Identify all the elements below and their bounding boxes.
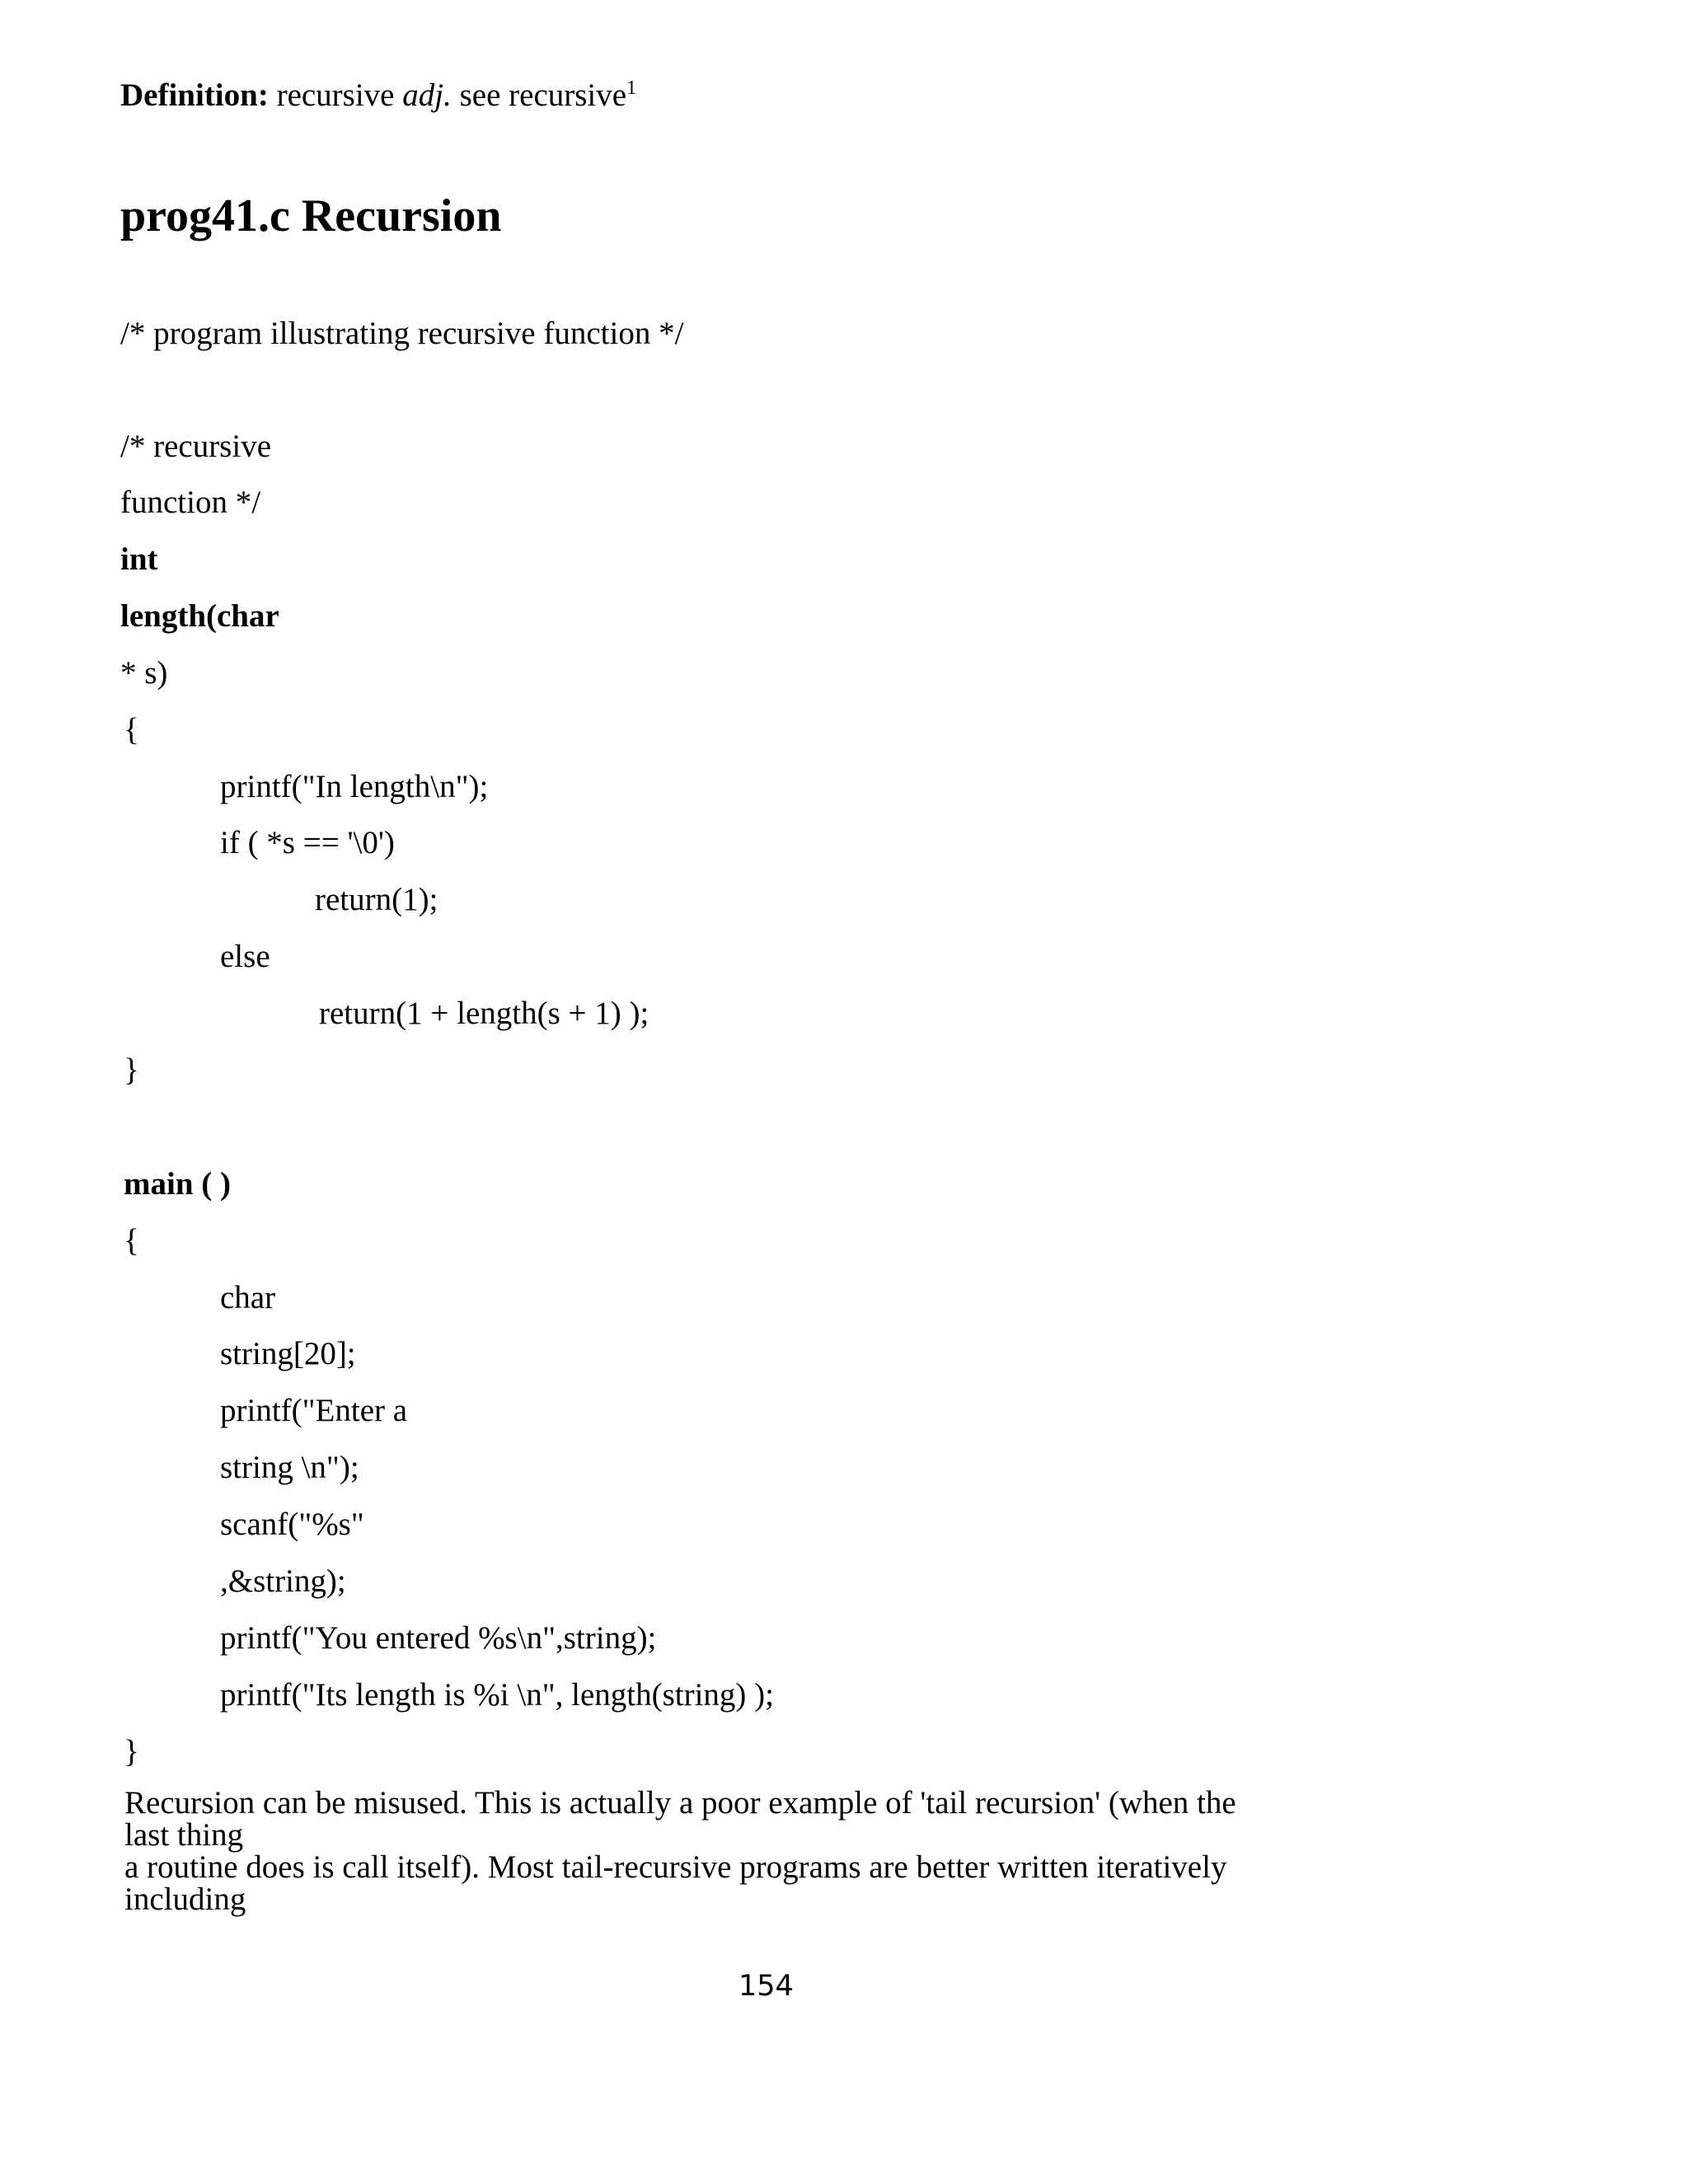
footnote-mark: 1	[626, 77, 637, 99]
definition-text: see recursive	[459, 77, 627, 113]
code-brace: {	[124, 1223, 139, 1258]
code-line: if ( *s == '\0')	[220, 825, 395, 860]
definition-label: Definition:	[120, 77, 269, 113]
code-brace: }	[124, 1734, 139, 1769]
paragraph-line: including	[124, 1882, 246, 1917]
code-keyword-line: int	[120, 541, 158, 577]
code-keyword-line: length(char	[120, 598, 279, 634]
paragraph-line: Recursion can be misused. This is actually a poor example of 'tail recursion' (when the	[124, 1785, 1236, 1821]
code-line: * s)	[120, 655, 168, 691]
code-line: string \n");	[220, 1450, 359, 1485]
paragraph-line: last thing	[124, 1817, 244, 1853]
code-comment: /* program illustrating recursive function */	[120, 316, 684, 351]
code-line: return(1);	[315, 882, 438, 917]
code-line: /* recursive	[120, 429, 272, 464]
code-line: scanf("%s"	[220, 1507, 364, 1542]
paragraph-line: a routine does is call itself). Most tail-recursive programs are better written iteratively	[124, 1849, 1227, 1885]
code-line: printf("In length\n");	[220, 769, 489, 804]
code-line: printf("You entered %s\n",string);	[220, 1620, 657, 1656]
code-line: printf("Enter a	[220, 1393, 408, 1428]
code-keyword-line: main ( )	[124, 1166, 231, 1202]
definition-line	[120, 79, 636, 111]
code-line: else	[220, 939, 270, 974]
page-number: 154	[738, 1970, 794, 2003]
code-line: ,&string);	[220, 1563, 346, 1599]
body-paragraph	[124, 1787, 1311, 1915]
code-line: char	[220, 1280, 276, 1315]
code-brace: {	[124, 712, 139, 748]
code-line: function */	[120, 485, 261, 520]
code-line: string[20];	[220, 1336, 356, 1371]
code-brace: }	[124, 1052, 139, 1088]
code-line: return(1 + length(s + 1) );	[319, 996, 649, 1031]
code-line: printf("Its length is %i \n", length(string) );	[220, 1677, 774, 1713]
definition-pos: adj.	[402, 77, 452, 113]
section-heading: prog41.c Recursion	[120, 190, 502, 241]
definition-term: recursive	[276, 77, 395, 113]
